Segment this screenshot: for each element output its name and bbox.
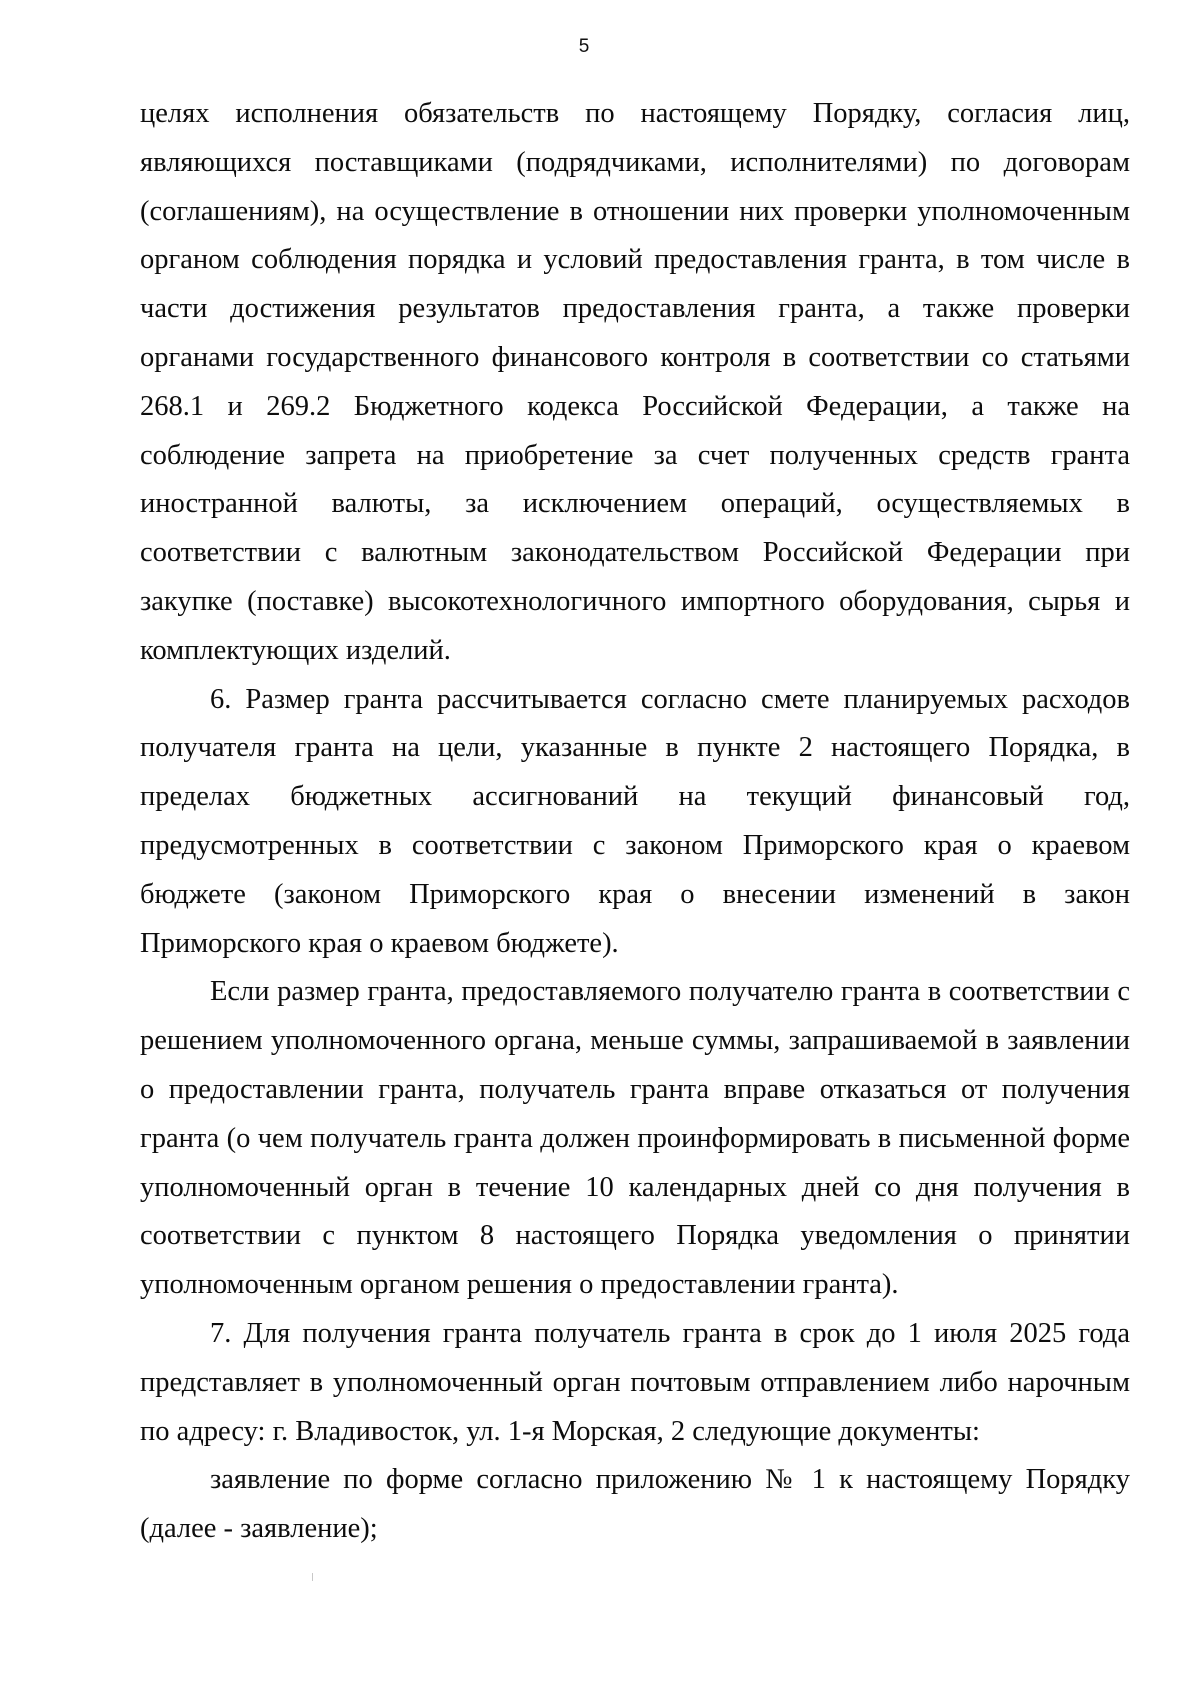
page-number: 5 [578, 36, 590, 57]
paragraph-item-6: 6. Размер гранта рассчитывается согласно смете планируемых расходов получателя гранта на цели, указанные в пункте 2 настоящего Порядка, в пределах бюджетных ассигнований на текущий финансовый год, предусмотренных в соответствии с законом Приморского края о краевом бюджете (законом Приморского края о внесении изменений в закон Приморского края о краевом бюджете). [140, 683, 1130, 959]
paragraph-item-7: 7. Для получения гранта получатель гранта в срок до 1 июля 2025 года представляет в уполномоченный орган почтовым отправлением либо нарочным по адресу: г. Владивосток, ул. 1-я Морская, 2 следующие документы: [140, 1317, 1130, 1447]
paragraph-grant-refusal: Если размер гранта, предоставляемого получателю гранта в соответствии с решением уполномоченного органа, меньше суммы, запрашиваемой в заявлении о предоставлении гранта, получатель гранта вправе отказаться от получения гранта (о чем получатель гранта должен проинформировать в письменной форме уполномоченный орган в течение 10 календарных дней со дня получения в соответствии с пунктом 8 настоящего Порядка уведомления о принятии уполномоченным органом решения о предоставлении гранта). [140, 976, 1130, 1301]
paragraph-continuation: целях исполнения обязательств по настоящему Порядку, согласия лиц, являющихся поставщиками (подрядчиками, исполнителями) по договорам (соглашениям), на осуществление в отношении них проверки уполномоченным органом соблюдения порядка и условий предоставления гранта, в том числе в части достижения результатов предоставления гранта, а также проверки органами государственного финансового контроля в соответствии со статьями 268.1 и 269.2 Бюджетного кодекса Российской Федерации, а также на соблюдение запрета на приобретение за счет полученных средств гранта иностранной валюты, за исключением операций, осуществляемых в соответствии с валютным законодательством Российской Федерации при закупке (поставке) высокотехнологичного импортного оборудования, сырья и комплектующих изделий. [140, 98, 1130, 666]
document-body [140, 90, 1130, 1554]
paragraph-application-form: заявление по форме согласно приложению № 1 к настоящему Порядку (далее - заявление); [140, 1464, 1130, 1545]
scan-artifact [312, 1573, 313, 1581]
